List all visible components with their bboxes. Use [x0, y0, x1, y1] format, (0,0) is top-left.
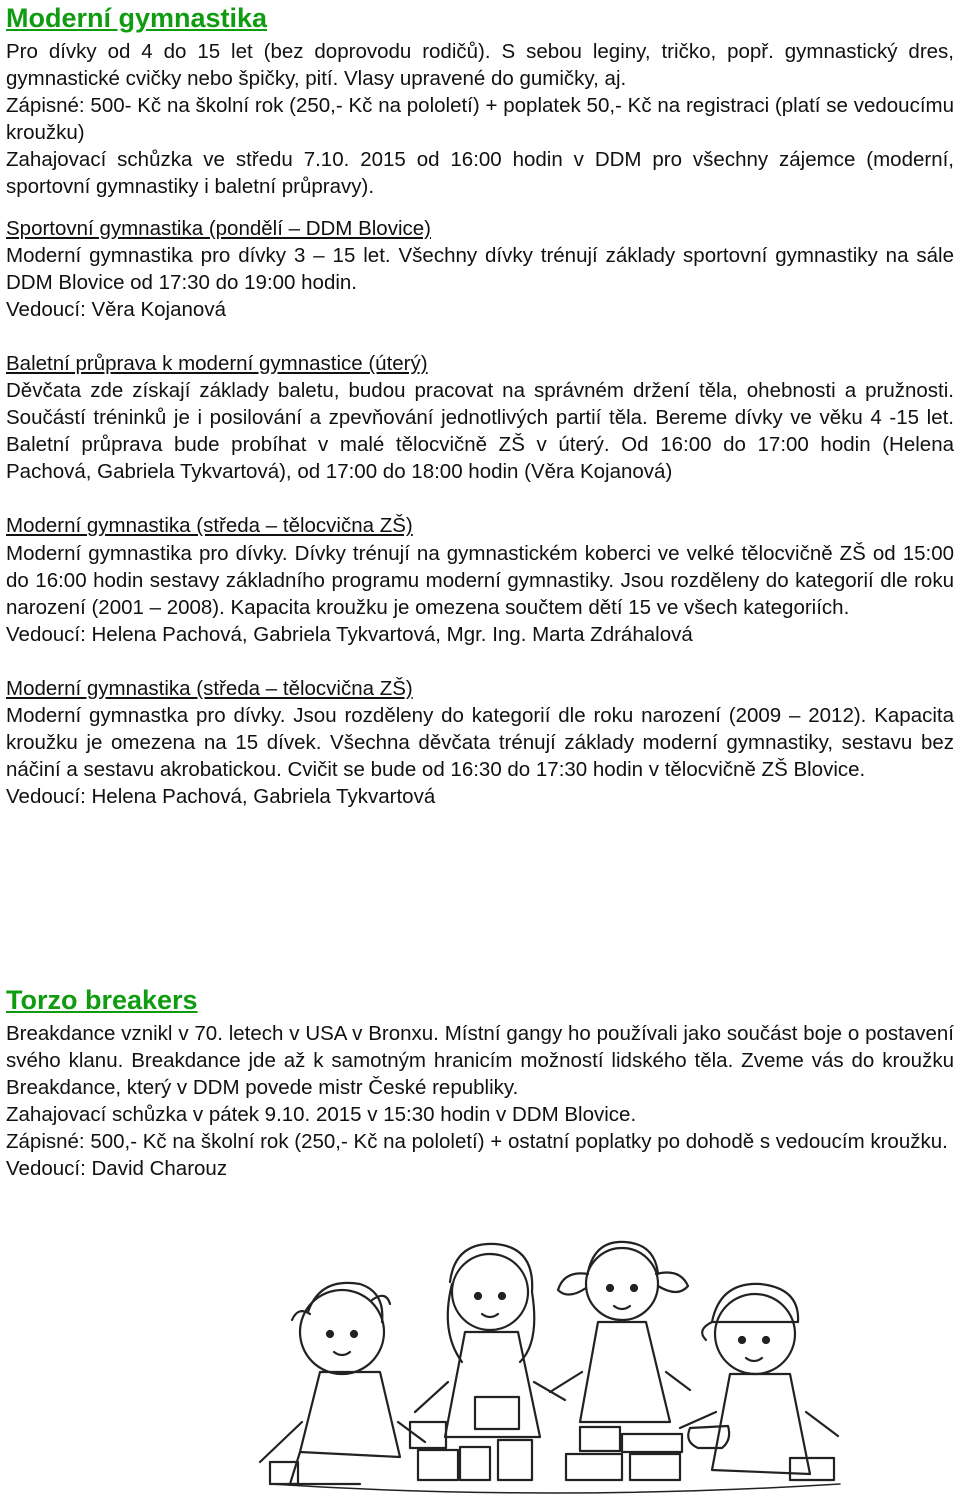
section-title-torzo-breakers: Torzo breakers: [6, 985, 198, 1015]
leader-paragraph: Vedoucí: David Charouz: [6, 1157, 228, 1181]
section-title-modern-gymnastics: Moderní gymnastika: [6, 3, 268, 33]
group-text: Moderní gymnastika pro dívky. Dívky trénují na gymnastickém koberci ve velké tělocvičně ZŠ od 15:00 do 16:00 hodin sestavy základního programu moderní gymnastiky. Jsou rozděleny do kategorií dle roku narození (2001 – 2008). Kapacita kroužku je omezena součtem dětí 15 ve všech kategoriích.: [6, 541, 954, 619]
group-text: Moderní gymnastika pro dívky 3 – 15 let. Všechny dívky trénují základy sportovní gymnastiky na sále DDM Blovice od 17:30 do 19:00 hodin.: [6, 243, 954, 294]
breakdance-paragraph: Breakdance vznikl v 70. letech v USA v Bronxu. Místní gangy ho používali jako součást boje o postavení svého klanu. Breakdance jde až k samotným hranicím možností lidského těla. Zveme vás do kroužku Breakdance, který v DDM povede mistr České republiky.: [6, 1022, 954, 1100]
group-heading: Moderní gymnastika (středa – tělocvična ZŠ): [6, 676, 413, 700]
group-text: Moderní gymnastka pro dívky. Jsou rozděleny do kategorií dle roku narození (2009 – 2012). Kapacita kroužku je omezena na 15 dívek. Všechna děvčata trénují základy moderní gymnastiky, sestavu bez náčiní a sestavu akrobatickou. Cvičit se bude od 16:30 do 17:30 hodin v tělocvičně ZŠ Blovice.: [6, 703, 954, 782]
group-leader: Vedoucí: Helena Pachová, Gabriela Tykvartová: [6, 785, 436, 809]
section-modern-gymnastics-body: [6, 38, 954, 810]
group-leader: Vedoucí: Věra Kojanová: [6, 297, 226, 321]
children-playing-illustration: [250, 1222, 850, 1500]
group-heading: Baletní průprava k moderní gymnastice (úterý): [6, 351, 428, 375]
group-heading: Sportovní gymnastika (pondělí – DDM Blovice): [6, 216, 431, 240]
fee-paragraph: Zápisné: 500,- Kč na školní rok (250,- Kč na pololetí) + ostatní poplatky po dohodě s vedoucím kroužku.: [6, 1130, 948, 1154]
meeting-paragraph: Zahajovací schůzka v pátek 9.10. 2015 v 15:30 hodin v DDM Blovice.: [6, 1103, 637, 1127]
group-heading: Moderní gymnastika (středa – tělocvična ZŠ): [6, 514, 413, 538]
group-text: Děvčata zde získají základy baletu, budou pracovat na správném držení těla, ohebnosti a pružnosti. Součástí tréninků je i posilování a zpevňování jednotlivých partií těla. Bereme dívky ve věku 4 -15 let. Baletní průprava bude probíhat v malé tělocvičně ZŠ v úterý. Od 16:00 do 17:00 hodin (Helena Pachová, Gabriela Tykvartová), od 17:00 do 18:00 hodin (Věra Kojanová): [6, 379, 954, 484]
fee-paragraph: Zápisné: 500- Kč na školní rok (250,- Kč na pololetí) + poplatek 50,- Kč na registraci (platí se vedoucímu kroužku): [6, 94, 954, 145]
group-leader: Vedoucí: Helena Pachová, Gabriela Tykvartová, Mgr. Ing. Marta Zdráhalová: [6, 622, 693, 646]
meeting-paragraph: Zahajovací schůzka ve středu 7.10. 2015 od 16:00 hodin v DDM pro všechny zájemce (moderní, sportovní gymnastiky i baletní průpravy).: [6, 148, 954, 199]
section-torzo-breakers-body: [6, 1020, 954, 1183]
intro-paragraph: Pro dívky od 4 do 15 let (bez doprovodu rodičů). S sebou leginy, tričko, popř. gymnastický dres, gymnastické cvičky nebo špičky, pití. Vlasy upravené do gumičky, aj.: [6, 40, 954, 91]
